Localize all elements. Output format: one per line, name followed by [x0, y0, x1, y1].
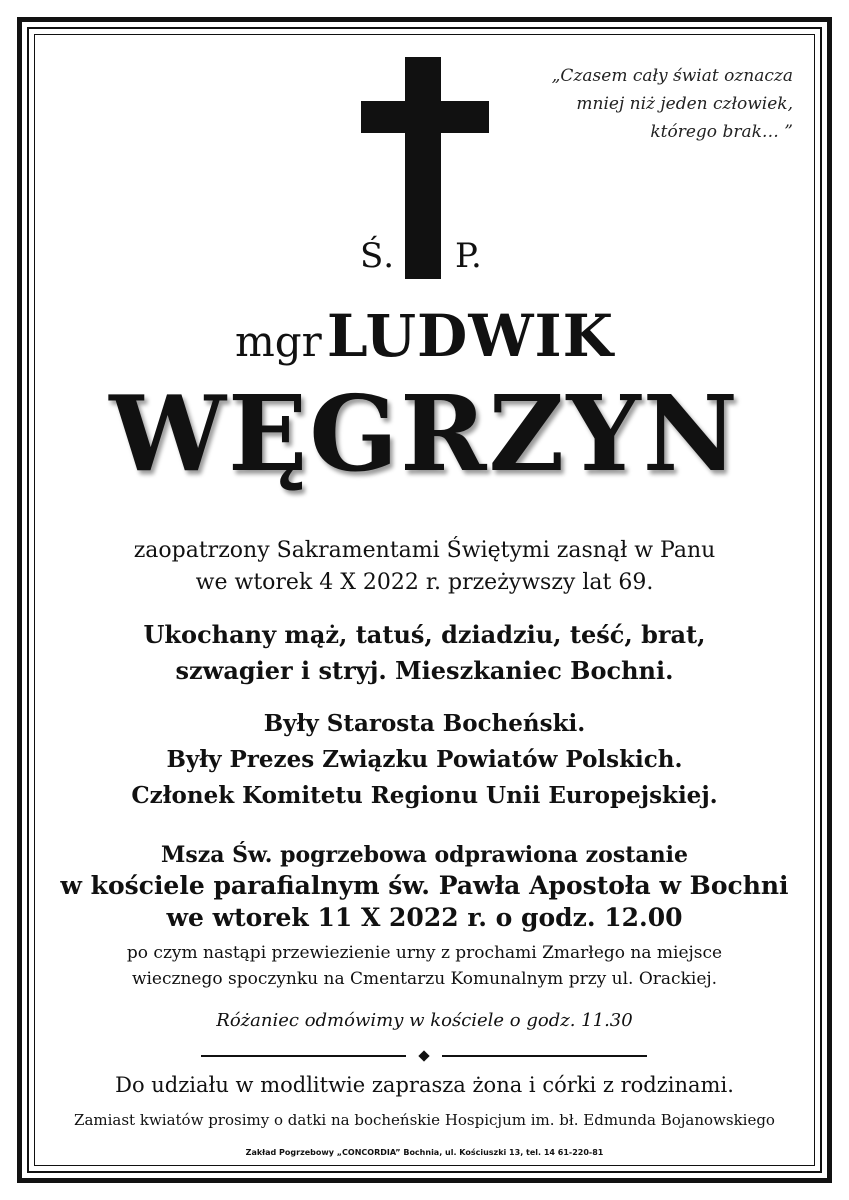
quote [473, 62, 793, 146]
sp-right: P. [455, 236, 482, 276]
role-line: Były Prezes Związku Powiatów Polskich. [166, 746, 683, 773]
intro-line: zaopatrzony Sakramentami Świętymi zasnął w Panu [133, 538, 716, 563]
sp-left: Ś. [360, 236, 395, 276]
roles-text [40, 706, 809, 814]
quote-line: mniej niż jeden człowiek, [576, 94, 793, 114]
quote-line: „Czasem cały świat oznacza [551, 66, 793, 86]
transfer-text [40, 940, 809, 992]
intro-text [40, 535, 809, 599]
intro-line: we wtorek 4 X 2022 r. przeżywszy lat 69. [195, 570, 654, 595]
family-text [40, 617, 809, 689]
family-line: Ukochany mąż, tatuś, dziadziu, teść, brat, [143, 620, 706, 649]
transfer-line: po czym nastąpi przewiezienie urny z prochami Zmarłego na miejsce [126, 943, 723, 963]
mass-church: w kościele parafialnym św. Pawła Apostoła w Bochni [60, 871, 789, 900]
role-line: Były Starosta Bocheński. [263, 710, 586, 737]
quote-line: którego brak… ” [650, 122, 793, 142]
family-line: szwagier i stryj. Mieszkaniec Bochni. [175, 656, 674, 685]
role-line: Członek Komitetu Regionu Unii Europejskiej. [131, 782, 718, 809]
funeral-home-footer: Zakład Pogrzebowy „CONCORDIA” Bochnia, ul. Kościuszki 13, tel. 14 61-220-81 [245, 1148, 604, 1157]
rosary-text: Różaniec odmówimy w kościele o godz. 11.30 [216, 1010, 633, 1031]
mass-details [40, 870, 809, 934]
transfer-line: wiecznego spoczynku na Cmentarzu Komunalnym przy ul. Orackiej. [131, 969, 718, 989]
mass-intro: Msza Św. pogrzebowa odprawiona zostanie [161, 842, 688, 868]
donation-text: Zamiast kwiatów prosimy o datki na bocheńskie Hospicjum im. bł. Edmunda Bojanowskiego [74, 1111, 775, 1129]
name-line [0, 302, 849, 370]
invitation-text: Do udziału w modlitwie zaprasza żona i córki z rodzinami. [115, 1073, 734, 1097]
academic-title: mgr [234, 317, 322, 366]
divider [0, 1051, 849, 1061]
surname: WĘGRZYN [109, 372, 740, 495]
mass-datetime: we wtorek 11 X 2022 r. o godz. 12.00 [166, 903, 683, 932]
diamond-icon [418, 1050, 429, 1061]
first-name: LUDWIK [326, 302, 615, 370]
